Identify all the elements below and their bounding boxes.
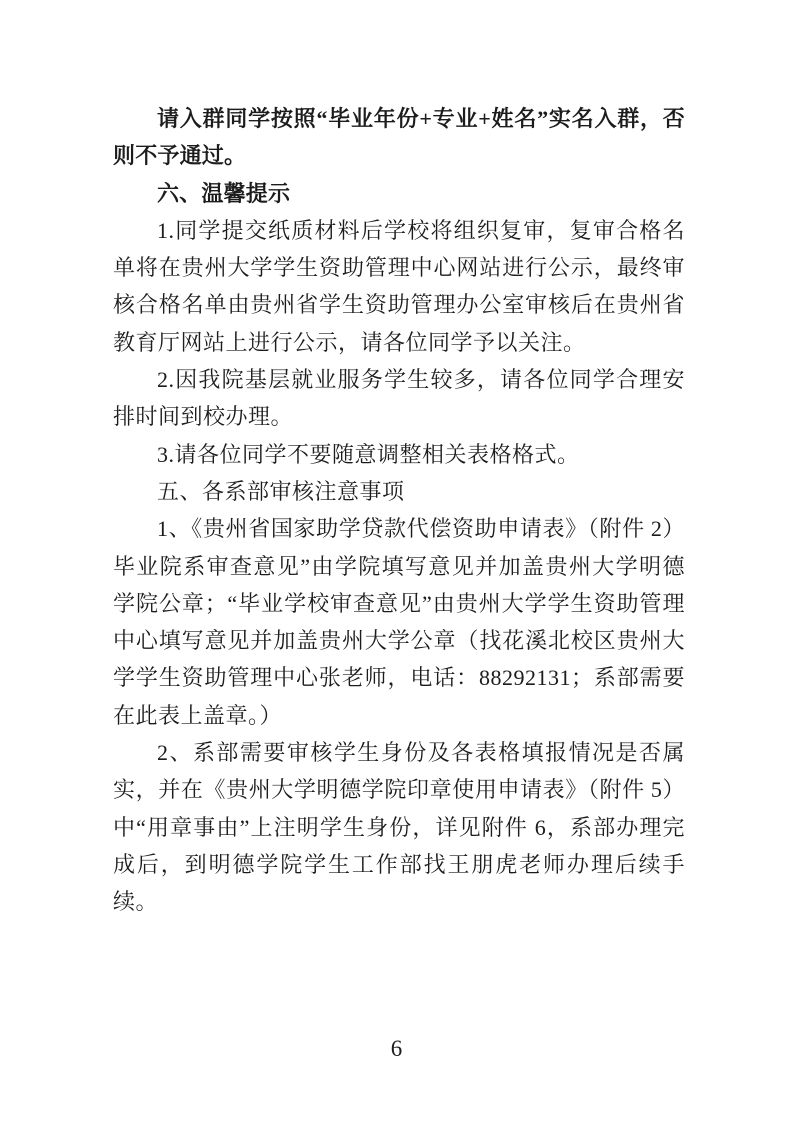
paragraph-tip-1: 1.同学提交纸质材料后学校将组织复审，复审合格名单将在贵州大学学生资助管理中心网站进行公示，最终审核合格名单由贵州省学生资助管理办公室审核后在贵州省教育厅网站上进行公示，请各位同学予以关注。 (113, 217, 685, 355)
page-number: 6 (390, 1036, 403, 1061)
paragraph-tip-2: 2.因我院基层就业服务学生较多，请各位同学合理安排时间到校办理。 (113, 367, 685, 430)
page-footer (0, 1036, 793, 1062)
paragraph-review-note-2: 2、系部需要审核学生身份及各表格填报情况是否属实，并在《贵州大学明德学院印章使用申请表》（附件 5）中“用章事由”上注明学生身份，详见附件 6，系部办理完成后，到明德学院学生工作部找王朋虎老师办理后续手续。 (113, 740, 685, 915)
paragraph-review-note-1: 1、《贵州省国家助学贷款代偿资助申请表》（附件 2）毕业院系审查意见”由学院填写意见并加盖贵州大学明德学院公章；“毕业学校审查意见”由贵州大学学生资助管理中心填写意见并加盖贵州大学公章（找花溪北校区贵州大学学生资助管理中心张老师，电话：88292131；系部需要在此表上盖章。） (113, 516, 685, 728)
paragraph-notice-join-group: 请入群同学按照“毕业年份+专业+姓名”实名入群，否则不予通过。 (113, 106, 685, 169)
paragraph-tip-3: 3.请各位同学不要随意调整相关表格格式。 (157, 441, 580, 467)
heading-department-review: 五、各系部审核注意事项 (157, 478, 405, 504)
heading-warm-tips: 六、温馨提示 (157, 180, 291, 206)
document-body (113, 100, 685, 921)
